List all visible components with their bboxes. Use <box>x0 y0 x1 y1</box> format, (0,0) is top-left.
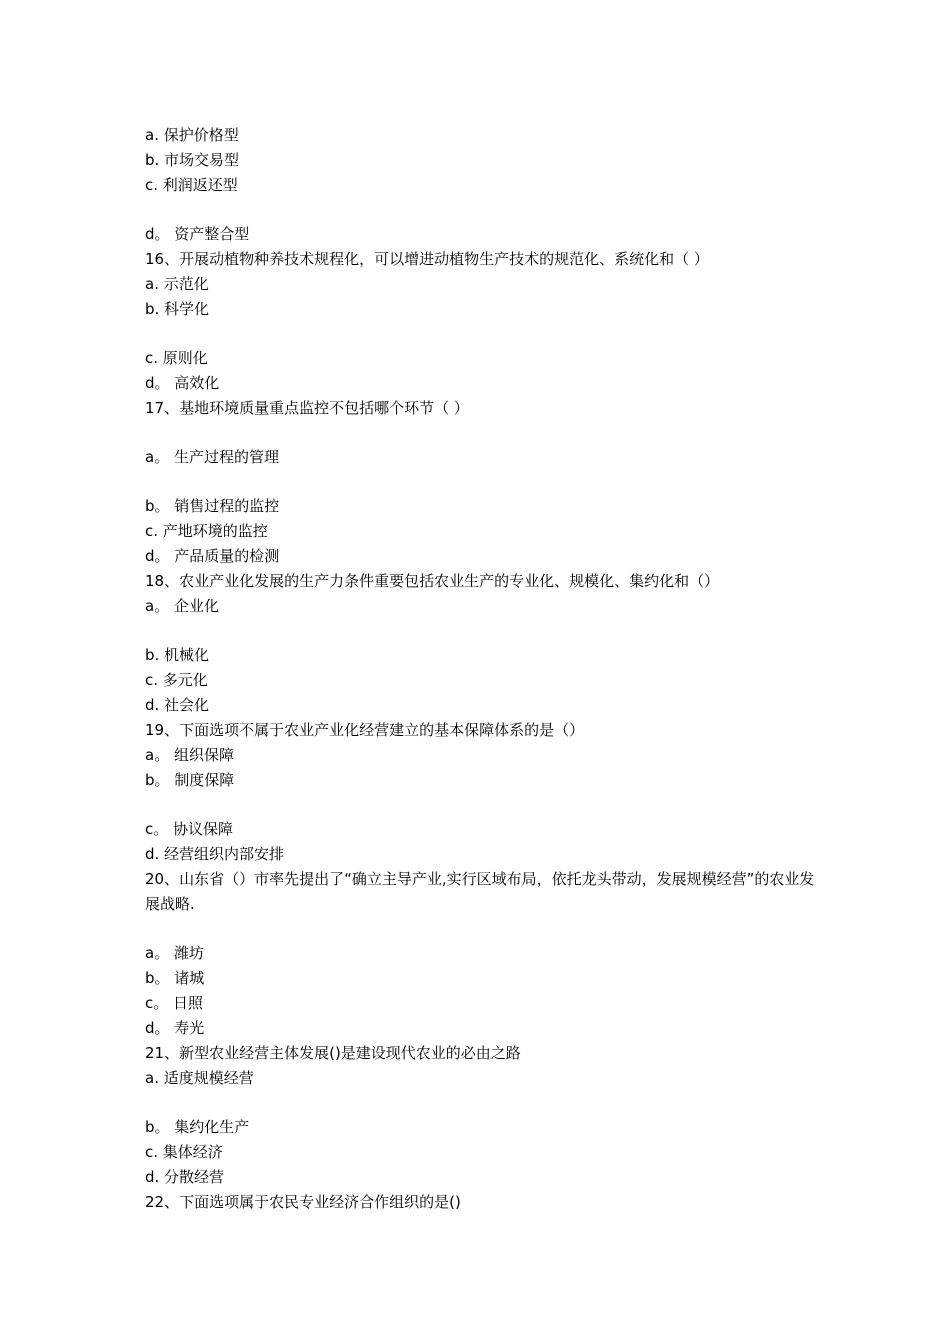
question-19: 19、下面选项不属于农业产业化经营建立的基本保障体系的是（） <box>145 721 585 739</box>
option-17d: d。 产品质量的检测 <box>145 547 280 565</box>
document-body <box>145 123 815 1215</box>
option-15d: d。 资产整合型 <box>145 225 250 243</box>
question-21: 21、新型农业经营主体发展()是建设现代农业的必由之路 <box>145 1044 521 1062</box>
option-15c: c. 利润返还型 <box>145 176 238 194</box>
option-19b: b。 制度保障 <box>145 771 235 789</box>
question-20: 20、山东省（）市率先提出了“确立主导产业,实行区域布局，依托龙头带动，发展规模经营”的农业发展战略. <box>145 870 815 913</box>
option-18b: b. 机械化 <box>145 646 210 664</box>
option-20d: d。 寿光 <box>145 1019 205 1037</box>
option-18c: c. 多元化 <box>145 671 208 689</box>
option-20b: b。 诸城 <box>145 969 205 987</box>
blank-line <box>145 917 815 941</box>
option-17a: a。 生产过程的管理 <box>145 448 279 466</box>
option-21c: c. 集体经济 <box>145 1143 223 1161</box>
blank-line <box>145 793 815 817</box>
option-18a: a。 企业化 <box>145 597 219 615</box>
option-19d: d. 经营组织内部安排 <box>145 845 285 863</box>
option-19c: c。 协议保障 <box>145 820 234 838</box>
option-21a: a. 适度规模经营 <box>145 1069 254 1087</box>
option-20a: a。 潍坊 <box>145 944 204 962</box>
blank-line <box>145 619 815 643</box>
blank-line <box>145 198 815 222</box>
blank-line <box>145 421 815 445</box>
option-20c: c。 日照 <box>145 994 204 1012</box>
blank-line <box>145 470 815 494</box>
option-15a: a. 保护价格型 <box>145 126 239 144</box>
option-15b: b. 市场交易型 <box>145 151 240 169</box>
blank-line <box>145 1091 815 1115</box>
option-17c: c. 产地环境的监控 <box>145 522 268 540</box>
question-16: 16、开展动植物种养技术规程化，可以增进动植物生产技术的规范化、系统化和（ ） <box>145 250 709 268</box>
option-16d: d。 高效化 <box>145 374 220 392</box>
question-18: 18、农业产业化发展的生产力条件重要包括农业生产的专业化、规模化、集约化和（） <box>145 572 720 590</box>
blank-line <box>145 322 815 346</box>
option-19a: a。 组织保障 <box>145 746 234 764</box>
option-16c: c. 原则化 <box>145 349 208 367</box>
option-16a: a. 示范化 <box>145 275 209 293</box>
question-17: 17、基地环境质量重点监控不包括哪个环节（ ） <box>145 399 469 417</box>
option-21d: d. 分散经营 <box>145 1168 225 1186</box>
option-21b: b。 集约化生产 <box>145 1118 250 1136</box>
option-18d: d. 社会化 <box>145 696 210 714</box>
option-16b: b. 科学化 <box>145 300 210 318</box>
option-17b: b。 销售过程的监控 <box>145 497 280 515</box>
question-22: 22、下面选项属于农民专业经济合作组织的是() <box>145 1193 461 1211</box>
